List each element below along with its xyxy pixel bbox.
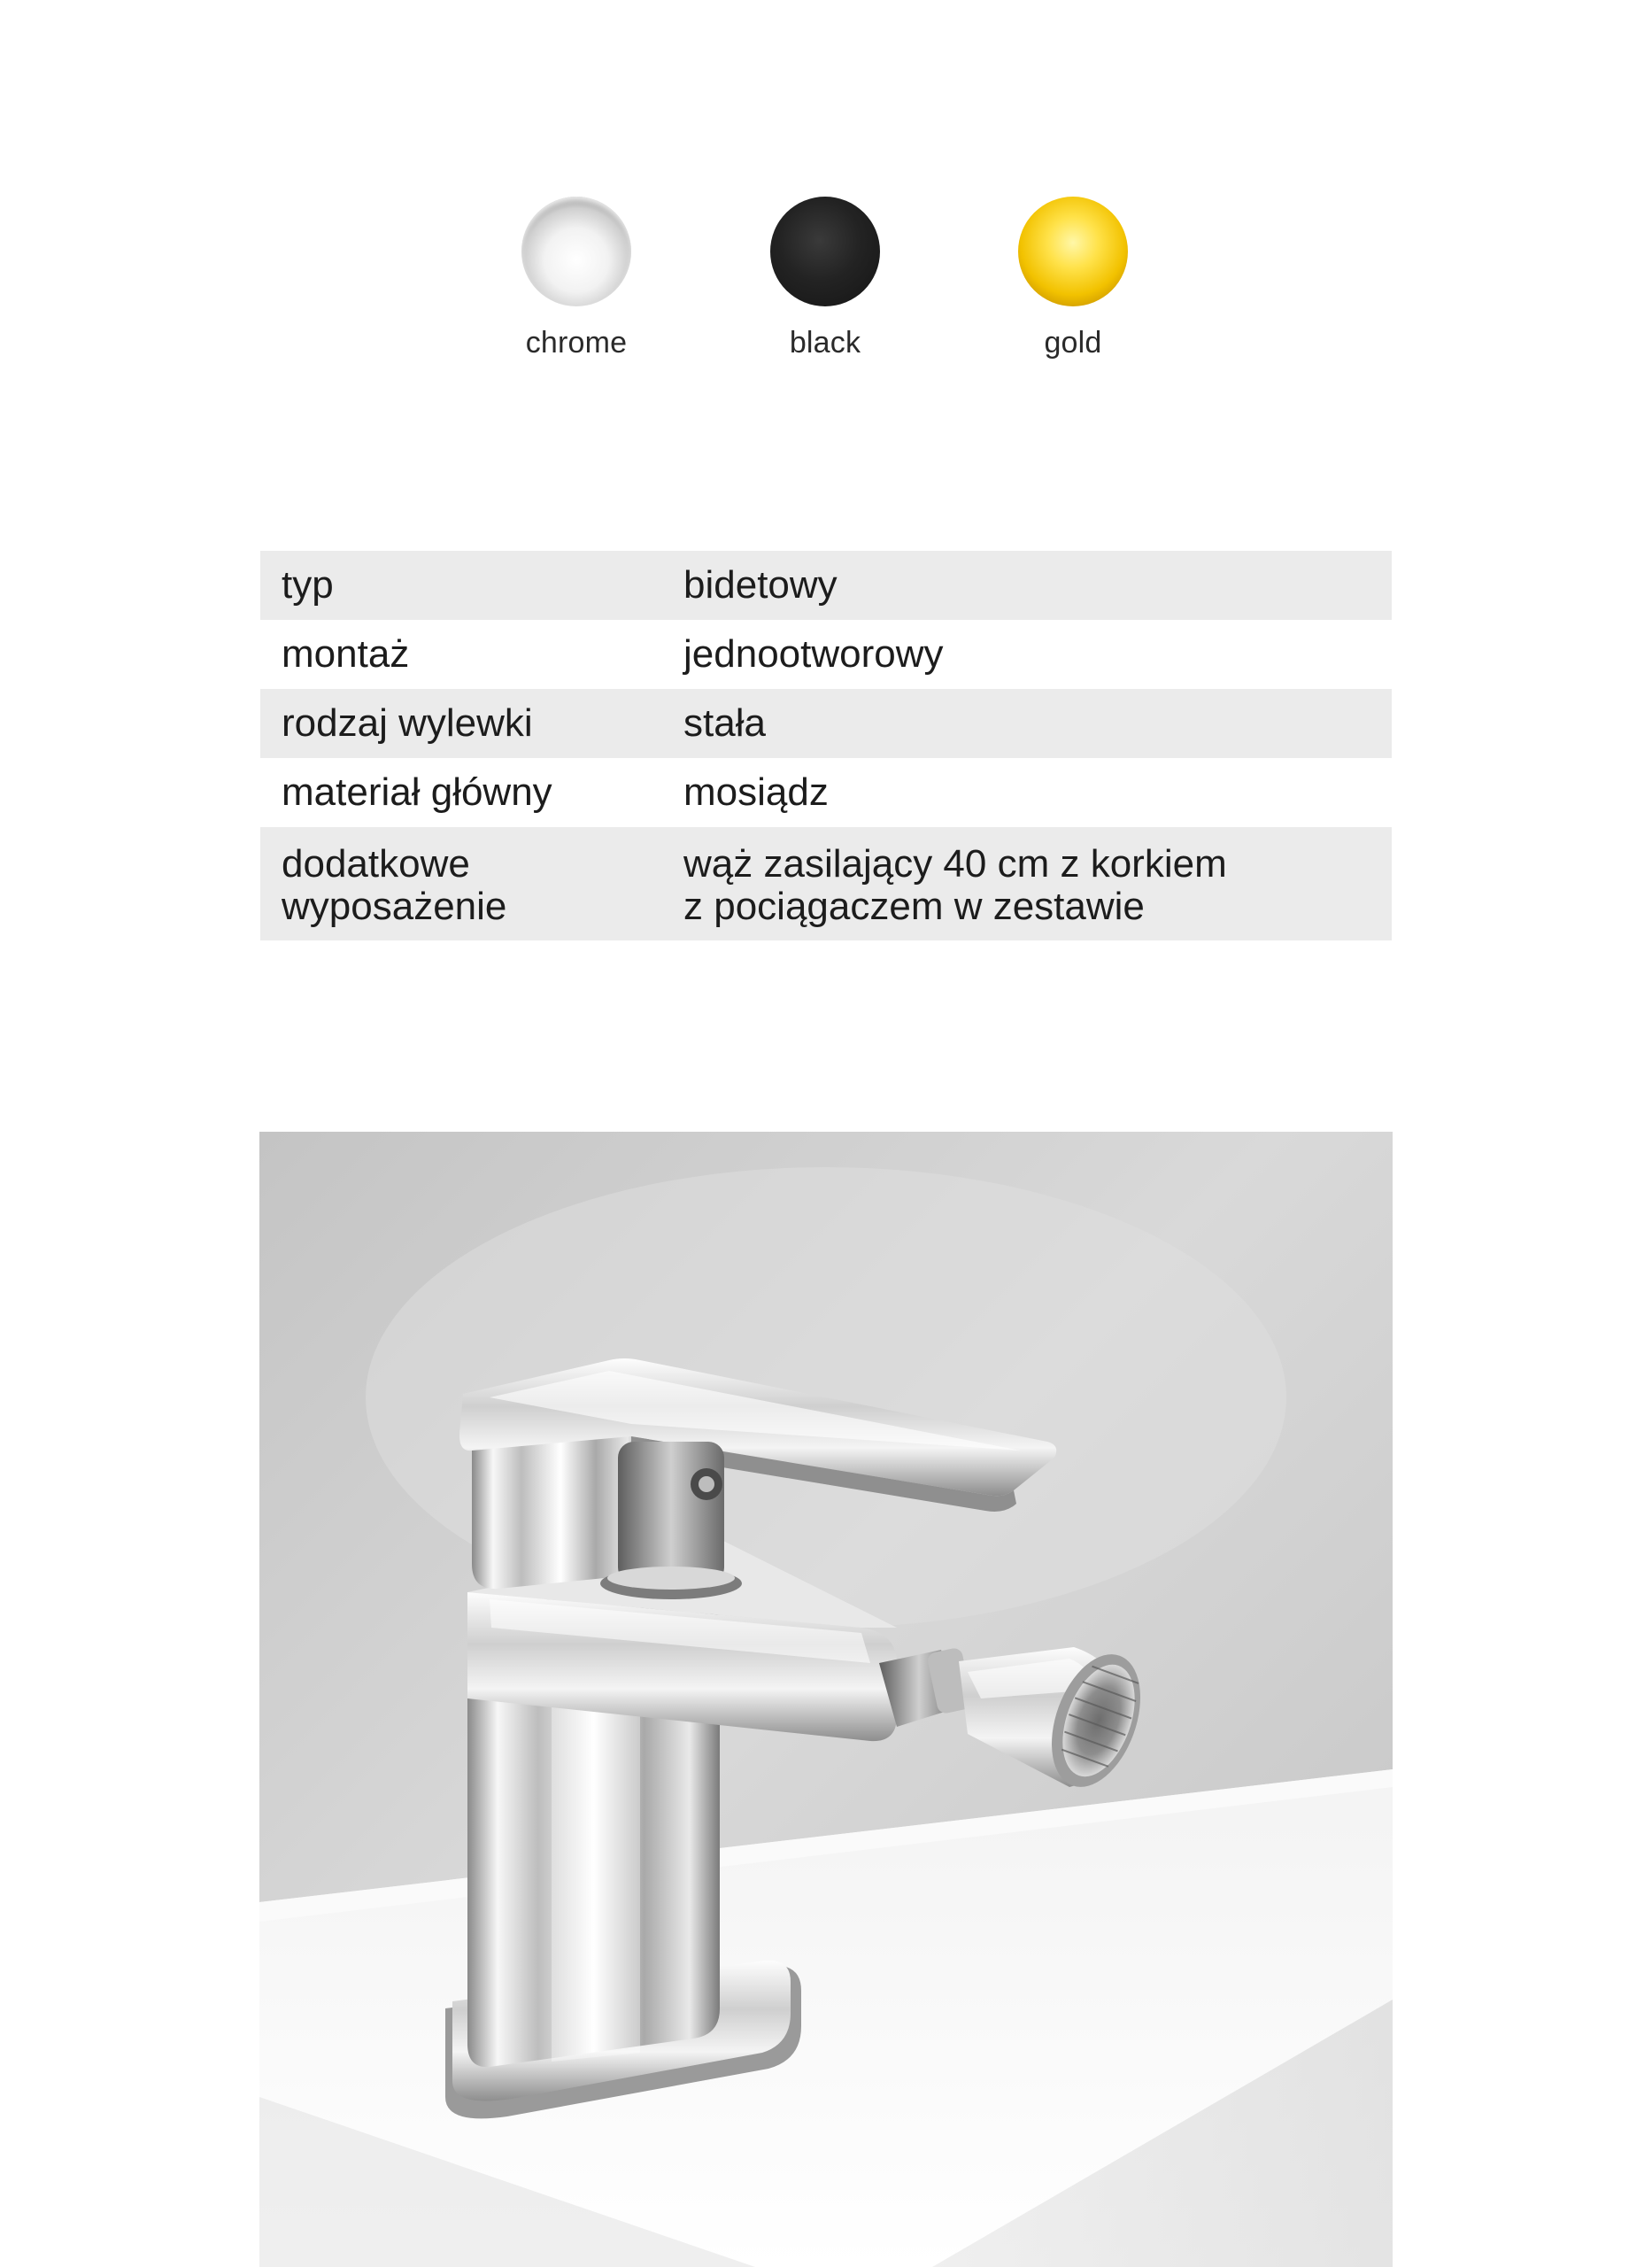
spec-value: bidetowy [683, 563, 838, 607]
spec-key-line: wyposażenie [282, 885, 507, 928]
spec-key-line: dodatkowe [282, 842, 470, 886]
spec-value: stała [683, 701, 766, 745]
black-swatch[interactable] [770, 197, 880, 306]
finish-label-chrome: chrome [525, 326, 628, 360]
spec-row-spout [260, 689, 1392, 758]
spec-key: materiał główny [282, 770, 552, 814]
spec-table [260, 551, 1392, 940]
spec-value: mosiądz [683, 770, 829, 814]
spec-value: jednootworowy [683, 632, 944, 676]
spec-value [662, 827, 1392, 940]
spec-row-material [260, 758, 1392, 827]
spec-key: typ [282, 563, 334, 607]
spec-key: montaż [282, 632, 410, 676]
chrome-swatch[interactable] [521, 197, 631, 306]
spec-row-mounting [260, 620, 1392, 689]
finish-options [0, 197, 1652, 374]
spec-row-equipment [260, 827, 1392, 940]
spec-key: rodzaj wylewki [282, 701, 533, 745]
product-photo [259, 1132, 1393, 2267]
spec-value-line: z pociągaczem w zestawie [683, 885, 1145, 928]
faucet-illustration [259, 1132, 1393, 2267]
spec-value-line: wąż zasilający 40 cm z korkiem [683, 842, 1227, 886]
finish-black[interactable] [728, 197, 922, 360]
finish-label-gold: gold [1044, 326, 1102, 360]
finish-chrome[interactable] [479, 197, 674, 360]
spec-row-type [260, 551, 1392, 620]
gold-swatch[interactable] [1018, 197, 1128, 306]
spec-key [260, 827, 662, 940]
finish-label-black: black [789, 326, 861, 360]
finish-gold[interactable] [976, 197, 1170, 360]
